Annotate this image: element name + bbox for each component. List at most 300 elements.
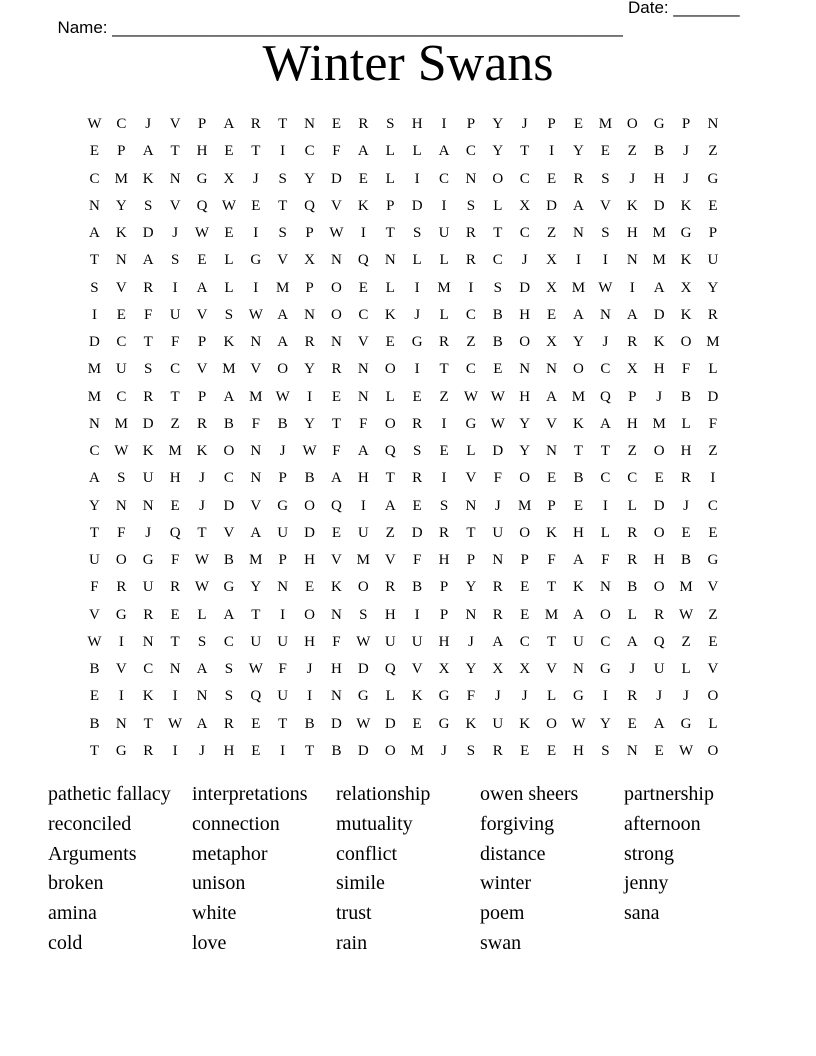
- word-bank-item: Arguments: [48, 842, 137, 865]
- grid-letter: C: [492, 252, 503, 269]
- grid-letter: E: [708, 197, 718, 214]
- grid-letter: U: [89, 552, 100, 569]
- grid-letter: W: [168, 715, 183, 732]
- grid-letter: F: [332, 143, 341, 160]
- grid-letter: W: [87, 116, 102, 133]
- grid-letter: H: [653, 552, 665, 569]
- grid-letter: Q: [169, 524, 181, 541]
- grid-letter: G: [653, 116, 665, 133]
- grid-letter: R: [223, 715, 234, 732]
- grid-letter: M: [652, 415, 666, 432]
- grid-row: [81, 683, 726, 710]
- grid-letter: C: [223, 633, 234, 650]
- grid-letter: V: [707, 661, 719, 678]
- grid-letter: Y: [519, 415, 531, 432]
- grid-letter: R: [573, 170, 584, 187]
- grid-letter: C: [223, 470, 234, 487]
- grid-letter: E: [170, 497, 180, 514]
- word-bank-item: trust: [336, 902, 372, 925]
- grid-letter: N: [465, 170, 477, 187]
- grid-letter: V: [331, 197, 342, 214]
- grid-letter: I: [307, 388, 313, 405]
- grid-letter: U: [384, 633, 396, 650]
- grid-letter: Y: [573, 334, 584, 351]
- grid-letter: D: [546, 197, 557, 214]
- grid-letter: C: [465, 361, 476, 378]
- grid-letter: H: [169, 470, 181, 487]
- grid-letter: I: [441, 415, 447, 432]
- grid-letter: W: [356, 715, 371, 732]
- grid-letter: Z: [547, 225, 557, 242]
- grid-row: [81, 111, 726, 138]
- grid-letter: M: [276, 279, 290, 296]
- grid-letter: E: [412, 497, 422, 514]
- grid-letter: U: [438, 225, 450, 242]
- grid-letter: B: [223, 552, 234, 569]
- grid-letter: L: [708, 715, 718, 732]
- word-bank-item: reconciled: [48, 812, 132, 835]
- grid-row: [81, 302, 726, 329]
- grid-letter: E: [708, 524, 718, 541]
- grid-letter: Z: [627, 443, 637, 460]
- grid-letter: H: [519, 388, 531, 405]
- grid-letter: I: [280, 742, 286, 759]
- grid-letter: K: [142, 170, 154, 187]
- grid-letter: Z: [708, 606, 718, 623]
- grid-letter: K: [196, 443, 208, 460]
- grid-letter: J: [602, 334, 609, 351]
- grid-letter: C: [116, 388, 127, 405]
- grid-letter: W: [598, 279, 613, 296]
- grid-letter: L: [385, 388, 395, 405]
- grid-letter: W: [194, 225, 210, 242]
- grid-letter: W: [571, 715, 586, 732]
- grid-letter: S: [601, 742, 610, 759]
- grid-letter: Y: [492, 116, 504, 133]
- grid-letter: S: [170, 252, 180, 269]
- grid-row: [81, 247, 726, 274]
- grid-letter: C: [143, 661, 154, 678]
- grid-letter: G: [707, 170, 719, 187]
- grid-letter: A: [573, 197, 584, 214]
- grid-letter: E: [116, 306, 126, 323]
- grid-letter: D: [357, 661, 369, 678]
- grid-letter: I: [602, 497, 608, 514]
- grid-letter: N: [707, 116, 719, 133]
- grid-letter: S: [493, 279, 502, 296]
- grid-letter: Y: [115, 197, 127, 214]
- word-bank-item: relationship: [336, 783, 431, 805]
- grid-letter: U: [115, 361, 127, 378]
- grid-letter: E: [681, 524, 691, 541]
- word-bank-item: interpretations: [192, 783, 308, 805]
- grid-letter: Z: [170, 415, 180, 432]
- grid-letter: I: [414, 361, 420, 378]
- grid-letter: H: [304, 552, 315, 569]
- grid-letter: R: [143, 279, 154, 296]
- grid-letter: W: [490, 415, 505, 432]
- grid-letter: B: [492, 306, 503, 323]
- grid-letter: N: [465, 497, 477, 514]
- grid-letter: M: [598, 116, 613, 133]
- grid-letter: V: [331, 552, 342, 569]
- grid-row: [81, 547, 726, 574]
- grid-letter: S: [278, 170, 287, 187]
- grid-letter: M: [652, 252, 666, 269]
- grid-letter: D: [304, 524, 315, 541]
- grid-letter: N: [169, 170, 181, 187]
- grid-letter: H: [680, 443, 692, 460]
- grid-letter: V: [465, 470, 477, 487]
- grid-letter: A: [196, 661, 208, 678]
- grid-letter: R: [492, 606, 503, 623]
- grid-letter: G: [438, 688, 450, 705]
- grid-letter: C: [627, 470, 638, 487]
- grid-letter: F: [117, 524, 126, 541]
- grid-letter: B: [681, 388, 692, 405]
- grid-letter: K: [546, 524, 557, 541]
- grid-letter: C: [519, 225, 530, 242]
- grid-letter: R: [681, 470, 692, 487]
- grid-letter: A: [573, 606, 584, 623]
- grid-row: [81, 520, 726, 547]
- grid-letter: R: [465, 225, 476, 242]
- grid-letter: H: [196, 143, 208, 160]
- grid-letter: H: [653, 361, 665, 378]
- grid-letter: N: [196, 688, 208, 705]
- grid-row: [81, 493, 726, 520]
- grid-letter: P: [278, 470, 287, 487]
- grid-letter: F: [466, 688, 476, 705]
- grid-letter: A: [573, 552, 584, 569]
- grid-letter: R: [412, 470, 423, 487]
- grid-letter: T: [547, 633, 557, 650]
- grid-letter: E: [627, 715, 637, 732]
- grid-letter: A: [653, 715, 665, 732]
- grid-letter: H: [519, 306, 531, 323]
- grid-letter: J: [145, 524, 152, 541]
- grid-letter: V: [115, 279, 127, 296]
- grid-letter: I: [172, 279, 178, 296]
- grid-letter: Y: [250, 579, 262, 596]
- grid-letter: J: [629, 170, 636, 187]
- word-bank-item: strong: [624, 842, 674, 865]
- grid-letter: F: [601, 552, 610, 569]
- grid-letter: Y: [304, 170, 315, 187]
- grid-letter: V: [169, 197, 181, 214]
- grid-letter: C: [304, 143, 315, 160]
- grid-row: [81, 465, 726, 492]
- grid-letter: M: [249, 552, 263, 569]
- grid-letter: E: [224, 143, 234, 160]
- grid-letter: X: [304, 252, 315, 269]
- grid-letter: U: [357, 524, 369, 541]
- grid-letter: J: [656, 688, 663, 705]
- grid-letter: F: [681, 361, 691, 378]
- grid-letter: Q: [357, 252, 369, 269]
- grid-letter: A: [250, 524, 262, 541]
- word-bank-item: afternoon: [624, 812, 701, 835]
- grid-letter: S: [278, 225, 287, 242]
- grid-letter: N: [573, 225, 584, 242]
- grid-letter: C: [439, 170, 450, 187]
- word-bank-item: distance: [480, 842, 546, 865]
- grid-letter: J: [145, 116, 152, 133]
- word-bank-item: white: [192, 902, 237, 925]
- grid-letter: B: [304, 715, 315, 732]
- grid-letter: H: [331, 661, 342, 678]
- grid-letter: G: [680, 225, 692, 242]
- grid-letter: P: [197, 334, 207, 351]
- grid-letter: Q: [653, 633, 665, 650]
- grid-letter: Z: [385, 524, 395, 541]
- grid-letter: D: [89, 334, 100, 351]
- grid-letter: E: [547, 306, 557, 323]
- grid-letter: X: [626, 361, 638, 378]
- grid-letter: Y: [89, 497, 100, 514]
- grid-letter: C: [707, 497, 718, 514]
- grid-row: [81, 711, 726, 738]
- grid-letter: K: [411, 688, 423, 705]
- grid-row: [81, 329, 726, 356]
- grid-letter: V: [599, 197, 611, 214]
- grid-letter: J: [683, 170, 689, 187]
- grid-letter: J: [683, 497, 689, 514]
- grid-letter: F: [332, 443, 341, 460]
- grid-letter: W: [678, 742, 694, 759]
- grid-letter: N: [626, 252, 638, 269]
- grid-row: [81, 738, 726, 765]
- grid-letter: L: [547, 688, 557, 705]
- grid-letter: E: [197, 252, 207, 269]
- grid-letter: L: [466, 443, 476, 460]
- word-bank-item: sana: [624, 902, 660, 925]
- grid-letter: M: [437, 279, 451, 296]
- grid-letter: D: [519, 279, 531, 296]
- grid-letter: M: [87, 388, 102, 405]
- grid-letter: P: [466, 552, 476, 569]
- grid-letter: K: [519, 715, 531, 732]
- grid-letter: P: [278, 552, 287, 569]
- grid-letter: T: [520, 143, 530, 160]
- grid-letter: T: [278, 715, 288, 732]
- grid-letter: N: [331, 252, 342, 269]
- grid-letter: K: [680, 306, 692, 323]
- grid-letter: V: [546, 415, 557, 432]
- grid-letter: N: [465, 606, 477, 623]
- grid-letter: G: [573, 688, 584, 705]
- grid-letter: C: [89, 170, 100, 187]
- grid-letter: G: [599, 661, 611, 678]
- grid-letter: M: [356, 552, 371, 569]
- grid-letter: E: [600, 143, 610, 160]
- grid-letter: R: [170, 579, 181, 596]
- grid-letter: G: [411, 334, 423, 351]
- grid-letter: P: [681, 116, 691, 133]
- grid-letter: T: [143, 334, 153, 351]
- grid-letter: Y: [573, 143, 584, 160]
- grid-letter: D: [411, 524, 423, 541]
- grid-letter: K: [573, 415, 584, 432]
- grid-letter: R: [492, 742, 503, 759]
- grid-letter: P: [708, 225, 718, 242]
- grid-letter: J: [172, 225, 179, 242]
- grid-letter: N: [573, 661, 584, 678]
- word-bank-item: swan: [480, 931, 522, 954]
- grid-letter: F: [170, 334, 180, 351]
- grid-letter: N: [250, 334, 262, 351]
- grid-letter: D: [707, 388, 719, 405]
- grid-letter: E: [251, 197, 261, 214]
- grid-letter: U: [411, 633, 423, 650]
- grid-letter: A: [142, 143, 154, 160]
- grid-letter: D: [223, 497, 235, 514]
- grid-letter: W: [248, 661, 263, 678]
- grid-letter: M: [544, 606, 559, 623]
- grid-letter: N: [626, 742, 638, 759]
- grid-letter: B: [89, 715, 100, 732]
- grid-row: [81, 656, 726, 683]
- grid-letter: P: [520, 552, 529, 569]
- grid-letter: D: [492, 443, 504, 460]
- grid-letter: W: [275, 388, 290, 405]
- grid-row: [81, 275, 726, 302]
- grid-letter: I: [118, 633, 124, 650]
- grid-letter: G: [277, 497, 289, 514]
- grid-letter: Z: [439, 388, 449, 405]
- grid-letter: M: [679, 579, 693, 596]
- grid-letter: Q: [331, 497, 342, 514]
- grid-row: [81, 574, 726, 601]
- grid-letter: R: [412, 415, 423, 432]
- grid-letter: K: [626, 197, 638, 214]
- grid-letter: M: [249, 388, 263, 405]
- grid-letter: H: [357, 470, 369, 487]
- grid-letter: N: [357, 361, 369, 378]
- grid-letter: J: [629, 661, 636, 678]
- grid-letter: V: [196, 361, 208, 378]
- grid-letter: T: [278, 116, 288, 133]
- grid-letter: I: [468, 279, 474, 296]
- grid-letter: O: [357, 579, 369, 596]
- grid-letter: I: [629, 279, 635, 296]
- grid-letter: B: [304, 470, 315, 487]
- grid-letter: L: [439, 306, 449, 323]
- grid-letter: J: [467, 633, 474, 650]
- grid-letter: A: [277, 306, 289, 323]
- grid-letter: H: [384, 606, 396, 623]
- grid-letter: A: [277, 334, 289, 351]
- grid-letter: Q: [250, 688, 262, 705]
- grid-letter: E: [654, 470, 664, 487]
- grid-row: [81, 602, 726, 629]
- grid-letter: C: [600, 361, 611, 378]
- grid-letter: L: [681, 661, 691, 678]
- grid-letter: Y: [304, 415, 315, 432]
- grid-letter: X: [519, 661, 531, 678]
- grid-letter: P: [547, 116, 556, 133]
- grid-letter: O: [519, 470, 531, 487]
- grid-letter: E: [170, 606, 180, 623]
- grid-letter: B: [223, 415, 234, 432]
- grid-letter: E: [573, 497, 584, 514]
- word-bank-item: metaphor: [192, 842, 268, 865]
- grid-letter: B: [627, 579, 638, 596]
- grid-letter: A: [357, 143, 369, 160]
- grid-letter: D: [653, 497, 665, 514]
- grid-letter: J: [494, 688, 501, 705]
- grid-letter: M: [87, 361, 102, 378]
- grid-letter: R: [465, 252, 476, 269]
- grid-letter: G: [196, 170, 208, 187]
- grid-letter: D: [653, 197, 665, 214]
- grid-letter: R: [143, 742, 154, 759]
- grid-letter: O: [115, 552, 127, 569]
- grid-letter: V: [250, 361, 262, 378]
- grid-row: [81, 193, 726, 220]
- grid-letter: X: [680, 279, 692, 296]
- grid-letter: W: [194, 579, 210, 596]
- grid-letter: G: [250, 252, 262, 269]
- grid-letter: E: [89, 143, 100, 160]
- grid-letter: S: [386, 116, 395, 133]
- grid-letter: U: [653, 661, 665, 678]
- grid-letter: L: [708, 361, 718, 378]
- grid-letter: V: [707, 579, 719, 596]
- grid-letter: J: [199, 742, 205, 759]
- grid-letter: A: [438, 143, 450, 160]
- grid-letter: Y: [707, 279, 719, 296]
- grid-letter: E: [385, 334, 395, 351]
- grid-letter: C: [465, 306, 476, 323]
- grid-letter: J: [494, 497, 501, 514]
- grid-row: [81, 438, 726, 465]
- grid-letter: J: [252, 170, 259, 187]
- word-bank-item: pathetic fallacy: [48, 783, 171, 805]
- word-bank-item: poem: [480, 902, 525, 925]
- grid-letter: I: [253, 225, 259, 242]
- grid-letter: S: [601, 170, 610, 187]
- grid-letter: P: [197, 116, 207, 133]
- grid-letter: A: [196, 279, 208, 296]
- grid-letter: E: [520, 579, 530, 596]
- grid-letter: B: [277, 415, 288, 432]
- grid-letter: N: [142, 497, 154, 514]
- grid-letter: Y: [465, 579, 477, 596]
- grid-letter: G: [142, 552, 154, 569]
- grid-letter: G: [115, 606, 127, 623]
- grid-letter: C: [465, 143, 476, 160]
- grid-letter: N: [250, 443, 262, 460]
- grid-letter: T: [89, 742, 100, 759]
- grid-letter: X: [546, 252, 557, 269]
- grid-letter: S: [601, 225, 610, 242]
- grid-letter: S: [466, 197, 476, 214]
- grid-letter: Q: [384, 443, 396, 460]
- grid-letter: F: [708, 415, 718, 432]
- grid-letter: V: [411, 661, 423, 678]
- grid-letter: E: [493, 361, 503, 378]
- grid-letter: W: [356, 633, 371, 650]
- grid-letter: H: [304, 633, 315, 650]
- grid-letter: F: [144, 306, 153, 323]
- grid-letter: T: [493, 225, 503, 242]
- grid-letter: F: [278, 661, 287, 678]
- grid-letter: L: [600, 524, 610, 541]
- grid-letter: R: [358, 116, 369, 133]
- grid-letter: U: [492, 524, 504, 541]
- grid-letter: L: [681, 415, 691, 432]
